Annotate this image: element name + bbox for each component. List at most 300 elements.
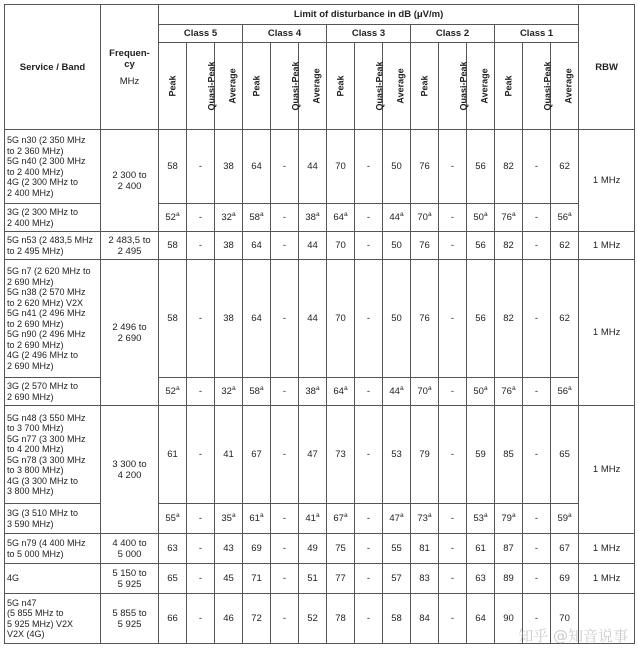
limit-value: 59 xyxy=(475,449,486,460)
footnote-mark: a xyxy=(427,511,432,519)
limit-value: 32 xyxy=(221,386,232,397)
limit-value-cell xyxy=(327,406,355,504)
footnote-mark: a xyxy=(483,384,488,392)
limit-value-cell xyxy=(355,232,383,260)
limit-value: - xyxy=(450,240,455,251)
limit-value-cell xyxy=(299,232,327,260)
limit-value-cell xyxy=(327,534,355,564)
limit-value: - xyxy=(198,449,203,460)
limit-value-cell xyxy=(299,534,327,564)
limit-value: - xyxy=(450,386,455,397)
limit-value-cell xyxy=(215,594,243,644)
limit-value-cell xyxy=(327,232,355,260)
limit-value: 32 xyxy=(221,212,232,223)
limit-value-cell xyxy=(467,260,495,378)
limit-value: 70 xyxy=(335,161,346,172)
limit-value: - xyxy=(450,161,455,172)
limit-value: - xyxy=(534,161,539,172)
rbw-cell xyxy=(579,594,635,644)
limit-value: - xyxy=(198,161,203,172)
table-row xyxy=(5,564,635,594)
limit-value: 56 xyxy=(475,161,486,172)
limit-value-cell xyxy=(523,204,551,232)
limit-value-cell xyxy=(243,232,271,260)
header-detector-average xyxy=(215,43,243,130)
limit-value-cell xyxy=(299,564,327,594)
limit-value-cell xyxy=(271,406,299,504)
limit-value: - xyxy=(366,513,371,524)
limit-value-cell xyxy=(523,232,551,260)
table-row xyxy=(5,204,635,232)
header-detector-label: Peak xyxy=(167,74,178,97)
limit-value: 79 xyxy=(501,513,512,524)
limit-value: - xyxy=(366,386,371,397)
limit-value-cell xyxy=(187,378,215,406)
limit-value: - xyxy=(450,513,455,524)
limit-value-cell xyxy=(383,204,411,232)
limit-value: 82 xyxy=(503,313,514,324)
limit-value-cell xyxy=(355,534,383,564)
limit-value-cell xyxy=(187,232,215,260)
limit-value: - xyxy=(366,313,371,324)
limit-value-cell xyxy=(523,564,551,594)
header-class-4: Class 4 xyxy=(243,25,327,43)
limit-value-cell xyxy=(411,130,439,204)
header-limit-title: Limit of disturbance in dB (μV/m) xyxy=(159,5,579,25)
service-band-cell: 5G n53 (2 483,5 MHz to 2 495 MHz) xyxy=(5,232,101,260)
header-detector-peak xyxy=(159,43,187,130)
header-frequency-unit: MHz xyxy=(119,75,140,87)
limit-value: 41 xyxy=(223,449,234,460)
limit-value-cell xyxy=(327,130,355,204)
limit-value: 44 xyxy=(389,212,400,223)
limit-value: 62 xyxy=(559,313,570,324)
limit-value: 55 xyxy=(391,543,402,554)
limit-value-cell xyxy=(355,504,383,534)
limit-value-cell xyxy=(271,504,299,534)
table-row xyxy=(5,378,635,406)
limit-value: 47 xyxy=(389,513,400,524)
limit-value: 59 xyxy=(557,513,569,524)
limit-value: - xyxy=(366,543,371,554)
limit-value: 70 xyxy=(335,240,346,251)
limit-value: 56 xyxy=(475,240,486,251)
limit-value: 75 xyxy=(335,543,346,554)
limit-value-cell xyxy=(355,406,383,504)
rbw-cell: 1 MHz xyxy=(579,260,635,406)
limit-value-cell xyxy=(439,564,467,594)
limit-value: - xyxy=(534,449,539,460)
rbw-cell: 1 MHz xyxy=(579,130,635,232)
limit-value: 70 xyxy=(559,613,570,624)
limit-value: - xyxy=(198,212,203,223)
limit-value-cell xyxy=(159,204,187,232)
limit-value-cell xyxy=(467,378,495,406)
limit-value-cell xyxy=(467,504,495,534)
limit-value: 82 xyxy=(503,161,514,172)
limit-value-cell xyxy=(439,406,467,504)
limit-value-cell xyxy=(271,594,299,644)
limit-value-cell xyxy=(215,534,243,564)
footnote-mark: a xyxy=(259,511,264,519)
limit-value-cell xyxy=(383,406,411,504)
frequency-cell: 2 300 to 2 400 xyxy=(101,130,159,232)
limit-value-cell xyxy=(523,260,551,378)
limit-value-cell xyxy=(411,534,439,564)
limit-value-cell xyxy=(495,406,523,504)
limit-value: - xyxy=(198,240,203,251)
limit-value: - xyxy=(450,613,455,624)
limit-value-cell xyxy=(523,534,551,564)
limit-value-cell xyxy=(271,378,299,406)
limit-value: 81 xyxy=(419,543,430,554)
limit-value-cell xyxy=(299,130,327,204)
limit-value: - xyxy=(366,573,371,584)
limit-value: 85 xyxy=(503,449,514,460)
limit-value: 76 xyxy=(501,212,512,223)
limit-value-cell xyxy=(159,260,187,378)
limit-value-cell xyxy=(327,504,355,534)
limit-value-cell xyxy=(215,406,243,504)
limit-value: 64 xyxy=(475,613,486,624)
header-detector-average xyxy=(467,43,495,130)
header-detector-label: Quasi-Peak xyxy=(542,60,553,111)
limit-value-cell xyxy=(159,594,187,644)
limit-value-cell xyxy=(355,204,383,232)
header-class-3: Class 3 xyxy=(327,25,411,43)
header-rbw: RBW xyxy=(579,5,635,130)
limit-value: - xyxy=(366,613,371,624)
limit-value: 69 xyxy=(251,543,262,554)
limit-value-cell xyxy=(327,564,355,594)
limit-value: 49 xyxy=(307,543,318,554)
footnote-mark: a xyxy=(483,511,488,519)
limit-value: - xyxy=(534,543,539,554)
limit-value-cell xyxy=(411,406,439,504)
header-detector-label: Average xyxy=(395,67,406,104)
header-detector-label: Average xyxy=(479,67,490,104)
limit-value-cell xyxy=(327,594,355,644)
limit-value-cell xyxy=(215,378,243,406)
limit-value: 58 xyxy=(391,613,402,624)
limit-value-cell xyxy=(523,378,551,406)
limit-value-cell xyxy=(215,564,243,594)
table-row xyxy=(5,232,635,260)
limit-value-cell xyxy=(187,564,215,594)
limit-value: 46 xyxy=(223,613,234,624)
limit-value-cell xyxy=(495,378,523,406)
limit-value-cell xyxy=(383,130,411,204)
limit-value-cell xyxy=(439,204,467,232)
footnote-mark: a xyxy=(483,210,488,218)
limit-value: - xyxy=(450,449,455,460)
limit-value-cell xyxy=(383,504,411,534)
footnote-mark: a xyxy=(568,210,572,218)
limit-value-cell xyxy=(271,534,299,564)
service-band-cell: 5G n30 (2 350 MHz to 2 360 MHz) 5G n40 (2 300 MHz to 2 400 MHz) 4G (2 300 MHz to 2 400 MHz) xyxy=(5,130,101,204)
limit-value: 66 xyxy=(167,613,178,624)
header-detector-label: Quasi-Peak xyxy=(374,60,385,111)
header-detector-label: Peak xyxy=(335,74,346,97)
limit-value: - xyxy=(198,613,203,624)
limit-value: 62 xyxy=(559,161,570,172)
limit-value-cell xyxy=(551,130,579,204)
limit-value-cell xyxy=(439,534,467,564)
limit-value-cell xyxy=(215,232,243,260)
limit-value: - xyxy=(198,513,203,524)
limit-value-cell xyxy=(551,594,579,644)
limit-value: 44 xyxy=(307,240,318,251)
header-detector-peak xyxy=(327,43,355,130)
limit-value-cell xyxy=(355,594,383,644)
footnote-mark: a xyxy=(343,511,348,519)
limit-value-cell xyxy=(495,130,523,204)
limit-value: 64 xyxy=(251,240,262,251)
limit-value: 57 xyxy=(391,573,402,584)
header-detector-label: Quasi-Peak xyxy=(458,60,469,111)
header-detector-label: Peak xyxy=(251,74,262,97)
limit-value-cell xyxy=(215,504,243,534)
limit-value: 67 xyxy=(333,513,344,524)
limit-value: 61 xyxy=(475,543,486,554)
header-detector-quasi-peak xyxy=(355,43,383,130)
frequency-cell: 5 855 to 5 925 xyxy=(101,594,159,644)
limit-value: 76 xyxy=(419,313,430,324)
limit-value-cell xyxy=(243,130,271,204)
header-detector-peak xyxy=(411,43,439,130)
limit-value-cell xyxy=(383,594,411,644)
limit-value: 56 xyxy=(557,212,569,223)
footnote-mark: a xyxy=(568,511,572,519)
frequency-cell: 4 400 to 5 000 xyxy=(101,534,159,564)
limit-value-cell xyxy=(159,504,187,534)
limit-value: 69 xyxy=(559,573,570,584)
limit-value: 51 xyxy=(307,573,318,584)
frequency-cell: 5 150 to 5 925 xyxy=(101,564,159,594)
footnote-mark: a xyxy=(427,210,432,218)
limit-value-cell xyxy=(467,204,495,232)
limit-value: 89 xyxy=(503,573,514,584)
footnote-mark: a xyxy=(315,384,320,392)
table-row xyxy=(5,260,635,378)
limit-value-cell xyxy=(467,594,495,644)
limit-value-cell xyxy=(215,130,243,204)
limit-value-cell xyxy=(495,534,523,564)
limit-value-cell xyxy=(355,130,383,204)
limit-value: 78 xyxy=(335,613,346,624)
limit-value-cell xyxy=(523,406,551,504)
limit-value: 53 xyxy=(473,513,484,524)
header-detector-label: Quasi-Peak xyxy=(290,60,301,111)
limit-value-cell xyxy=(551,406,579,504)
limit-value-cell xyxy=(411,204,439,232)
limit-value: 71 xyxy=(251,573,262,584)
limit-value-cell xyxy=(187,130,215,204)
limit-value: - xyxy=(282,543,287,554)
footnote-mark: a xyxy=(231,210,236,218)
table-row xyxy=(5,534,635,564)
limit-value: 73 xyxy=(417,513,428,524)
header-class-2: Class 2 xyxy=(411,25,495,43)
limit-value: - xyxy=(282,386,287,397)
limit-value-cell xyxy=(439,504,467,534)
limit-value: 58 xyxy=(167,161,178,172)
limit-value: 67 xyxy=(251,449,262,460)
footnote-mark: a xyxy=(315,210,320,218)
header-detector-average xyxy=(299,43,327,130)
limit-value-cell xyxy=(243,260,271,378)
limit-value: - xyxy=(198,573,203,584)
limit-value-cell xyxy=(187,406,215,504)
limit-value: 90 xyxy=(503,613,514,624)
limit-value: - xyxy=(282,573,287,584)
limit-value: - xyxy=(534,613,539,624)
header-detector-quasi-peak xyxy=(523,43,551,130)
limit-value: 58 xyxy=(249,386,260,397)
limit-value: 50 xyxy=(473,386,484,397)
limit-value-cell xyxy=(439,594,467,644)
limit-value-cell xyxy=(551,378,579,406)
limit-value: 35 xyxy=(221,513,232,524)
rbw-cell: 1 MHz xyxy=(579,232,635,260)
limit-value: - xyxy=(534,573,539,584)
rbw-cell: 1 MHz xyxy=(579,406,635,534)
limit-value: 52 xyxy=(165,212,176,223)
header-detector-label: Average xyxy=(563,67,574,104)
limit-value: 58 xyxy=(249,212,260,223)
limit-value-cell xyxy=(411,564,439,594)
limit-value-cell xyxy=(299,378,327,406)
table-row xyxy=(5,130,635,204)
header-frequency xyxy=(101,5,159,130)
limit-value: 56 xyxy=(475,313,486,324)
header-frequency-label: Frequen- cy xyxy=(109,47,150,70)
limit-value: 55 xyxy=(165,513,176,524)
header-detector-quasi-peak xyxy=(271,43,299,130)
limit-value-cell xyxy=(383,232,411,260)
header-detector-quasi-peak xyxy=(187,43,215,130)
service-band-cell: 3G (2 570 MHz to 2 690 MHz) xyxy=(5,378,101,406)
header-detector-label: Average xyxy=(311,67,322,104)
limit-value: - xyxy=(534,313,539,324)
limit-value-cell xyxy=(523,504,551,534)
limit-value: - xyxy=(366,240,371,251)
header-detector-label: Peak xyxy=(419,74,430,97)
limit-value-cell xyxy=(243,204,271,232)
limit-value-cell xyxy=(495,260,523,378)
table-row xyxy=(5,594,635,644)
limit-value: - xyxy=(198,386,203,397)
limit-value: 65 xyxy=(167,573,178,584)
limit-value: 44 xyxy=(307,313,318,324)
footnote-mark: a xyxy=(259,384,264,392)
header-detector-peak xyxy=(495,43,523,130)
footnote-mark: a xyxy=(343,210,348,218)
limit-value: 38 xyxy=(305,386,316,397)
limit-value-cell xyxy=(159,232,187,260)
limit-value: - xyxy=(366,212,371,223)
limit-value: 45 xyxy=(223,573,234,584)
limit-value: - xyxy=(450,313,455,324)
limit-value: 61 xyxy=(249,513,260,524)
limit-value: 62 xyxy=(559,240,570,251)
limit-value-cell xyxy=(467,406,495,504)
limit-value-cell xyxy=(383,378,411,406)
limit-value: - xyxy=(366,161,371,172)
footnote-mark: a xyxy=(399,210,404,218)
service-band-cell: 5G n7 (2 620 MHz to 2 690 MHz) 5G n38 (2 570 MHz to 2 620 MHz) V2X 5G n41 (2 496 MHz to 2 690 MHz) 5G n90 (2 496 MHz to 2 690 MHz) 4G (2 496 MHz to 2 690 MHz) xyxy=(5,260,101,378)
frequency-cell: 2 483,5 to 2 495 xyxy=(101,232,159,260)
limit-value-cell xyxy=(523,594,551,644)
limit-value-cell xyxy=(299,260,327,378)
limit-value-cell xyxy=(271,204,299,232)
limit-value-cell xyxy=(243,504,271,534)
limit-value-cell xyxy=(383,534,411,564)
header-detector-average xyxy=(383,43,411,130)
limit-value: 70 xyxy=(417,386,428,397)
limit-value: 87 xyxy=(503,543,514,554)
limit-value: 38 xyxy=(223,313,234,324)
limit-value: 52 xyxy=(307,613,318,624)
limit-value-cell xyxy=(271,260,299,378)
limit-value-cell xyxy=(159,406,187,504)
limit-value-cell xyxy=(243,406,271,504)
service-band-cell: 3G (2 300 MHz to 2 400 MHz) xyxy=(5,204,101,232)
limit-value: 58 xyxy=(167,313,178,324)
limit-value: - xyxy=(282,212,287,223)
limit-value: 70 xyxy=(335,313,346,324)
limit-value-cell xyxy=(551,204,579,232)
limit-value-cell xyxy=(187,260,215,378)
limit-value: 64 xyxy=(251,313,262,324)
limit-value-cell xyxy=(411,594,439,644)
limit-value: - xyxy=(450,573,455,584)
limit-value-cell xyxy=(551,564,579,594)
footnote-mark: a xyxy=(315,511,320,519)
footnote-mark: a xyxy=(343,384,348,392)
limit-value-cell xyxy=(495,594,523,644)
limit-value: 47 xyxy=(307,449,318,460)
limit-value-cell xyxy=(467,130,495,204)
limit-value-cell xyxy=(439,260,467,378)
limit-value: 64 xyxy=(333,212,344,223)
limit-value-cell xyxy=(243,378,271,406)
limit-value-cell xyxy=(495,504,523,534)
footnote-mark: a xyxy=(399,384,404,392)
limit-value-cell xyxy=(411,232,439,260)
limit-value-cell xyxy=(551,504,579,534)
limit-value-cell xyxy=(215,260,243,378)
limit-value: - xyxy=(282,240,287,251)
limit-value-cell xyxy=(383,564,411,594)
limit-value: 73 xyxy=(335,449,346,460)
header-class-5: Class 5 xyxy=(159,25,243,43)
limit-value-cell xyxy=(271,564,299,594)
limit-value-cell xyxy=(439,130,467,204)
limit-value-cell xyxy=(187,594,215,644)
limit-value: 56 xyxy=(557,386,569,397)
footnote-mark: a xyxy=(175,384,180,392)
limit-value: 43 xyxy=(223,543,234,554)
limit-value-cell xyxy=(551,260,579,378)
service-band-cell: 4G xyxy=(5,564,101,594)
header-detector-label: Quasi-Peak xyxy=(206,60,217,111)
limit-value: 76 xyxy=(419,240,430,251)
limit-value: - xyxy=(198,313,203,324)
limit-value-cell xyxy=(243,594,271,644)
limit-value-cell xyxy=(271,232,299,260)
footnote-mark: a xyxy=(511,511,516,519)
